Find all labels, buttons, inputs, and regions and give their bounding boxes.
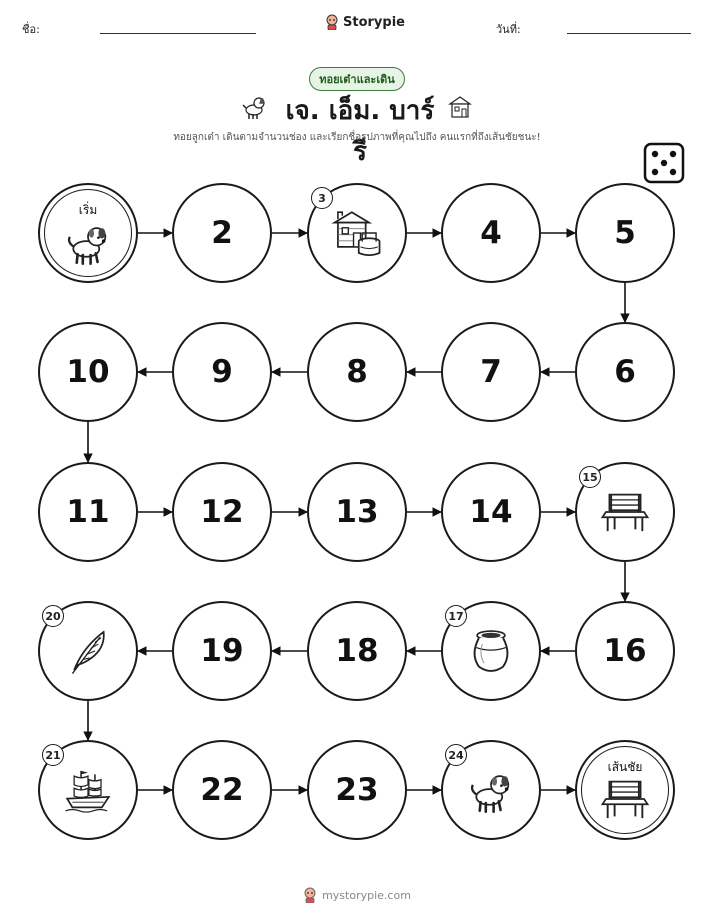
tile-number: 22 [200, 772, 244, 808]
tile-finish [575, 740, 675, 840]
tile-17 [441, 601, 541, 701]
tile-number: 8 [346, 354, 368, 390]
tile-12 [172, 462, 272, 562]
tile-number: 4 [480, 215, 502, 251]
tile-13 [307, 462, 407, 562]
tile-2 [172, 183, 272, 283]
dog-icon [62, 216, 114, 268]
footer [0, 887, 714, 903]
pot-icon [465, 625, 517, 677]
tile-number: 13 [335, 494, 379, 530]
bench-icon [599, 486, 651, 538]
tile-number: 2 [211, 215, 233, 251]
tile-number: 5 [614, 215, 636, 251]
tile-number: 10 [66, 354, 110, 390]
tile-number-badge: 17 [445, 605, 467, 627]
tile-number: 12 [200, 494, 244, 530]
tile-21 [38, 740, 138, 840]
tile-4 [441, 183, 541, 283]
tile-10 [38, 322, 138, 422]
tile-14 [441, 462, 541, 562]
tile-number: 16 [603, 633, 647, 669]
tile-number: 11 [66, 494, 110, 530]
tile-11 [38, 462, 138, 562]
tile-number-badge: 3 [311, 187, 333, 209]
tile-number-badge: 21 [42, 744, 64, 766]
tile-18 [307, 601, 407, 701]
footer-site[interactable]: mystorypie.com [322, 888, 411, 902]
tile-9 [172, 322, 272, 422]
tile-24 [441, 740, 541, 840]
tile-16 [575, 601, 675, 701]
tile-number: 7 [480, 354, 502, 390]
tile-number: 23 [335, 772, 379, 808]
tile-number: 14 [469, 494, 513, 530]
tile-number: 6 [614, 354, 636, 390]
tile-15 [575, 462, 675, 562]
tile-number-badge: 15 [579, 466, 601, 488]
tile-number-badge: 24 [445, 744, 467, 766]
instructions: ทอยลูกเต๋า เดินตามจำนวนช่อง และเรียกชื่อรูปภาพที่คุณไปถึง คนแรกที่ถึงเส้นชัยชนะ! [173, 132, 541, 143]
tile-label: เริ่ม [78, 203, 98, 217]
bench-icon [599, 773, 651, 825]
storypie-mascot-icon [303, 887, 317, 903]
tile-20 [38, 601, 138, 701]
brand-name: Storypie [343, 14, 405, 30]
game-type-badge: ทอยเต๋าและเดิน [309, 67, 405, 91]
tile-22 [172, 740, 272, 840]
tile-6 [575, 322, 675, 422]
ship-icon [62, 764, 114, 816]
tile-number: 9 [211, 354, 233, 390]
date-label: วันที่: [496, 23, 521, 36]
page-title: เจ. เอ็ม. บาร์รี [285, 96, 435, 167]
tile-5 [575, 183, 675, 283]
feather-quill-icon [62, 625, 114, 677]
dog-icon [465, 764, 517, 816]
tile-number-badge: 20 [42, 605, 64, 627]
tile-number: 18 [335, 633, 379, 669]
well-house-icon [331, 207, 383, 259]
tile-8 [307, 322, 407, 422]
tile-23 [307, 740, 407, 840]
tile-3 [307, 183, 407, 283]
tile-19 [172, 601, 272, 701]
tile-number: 19 [200, 633, 244, 669]
tile-7 [441, 322, 541, 422]
tile-label: เส้นชัย [607, 760, 643, 774]
tile-start [38, 183, 138, 283]
name-label: ชื่อ: [22, 23, 40, 36]
